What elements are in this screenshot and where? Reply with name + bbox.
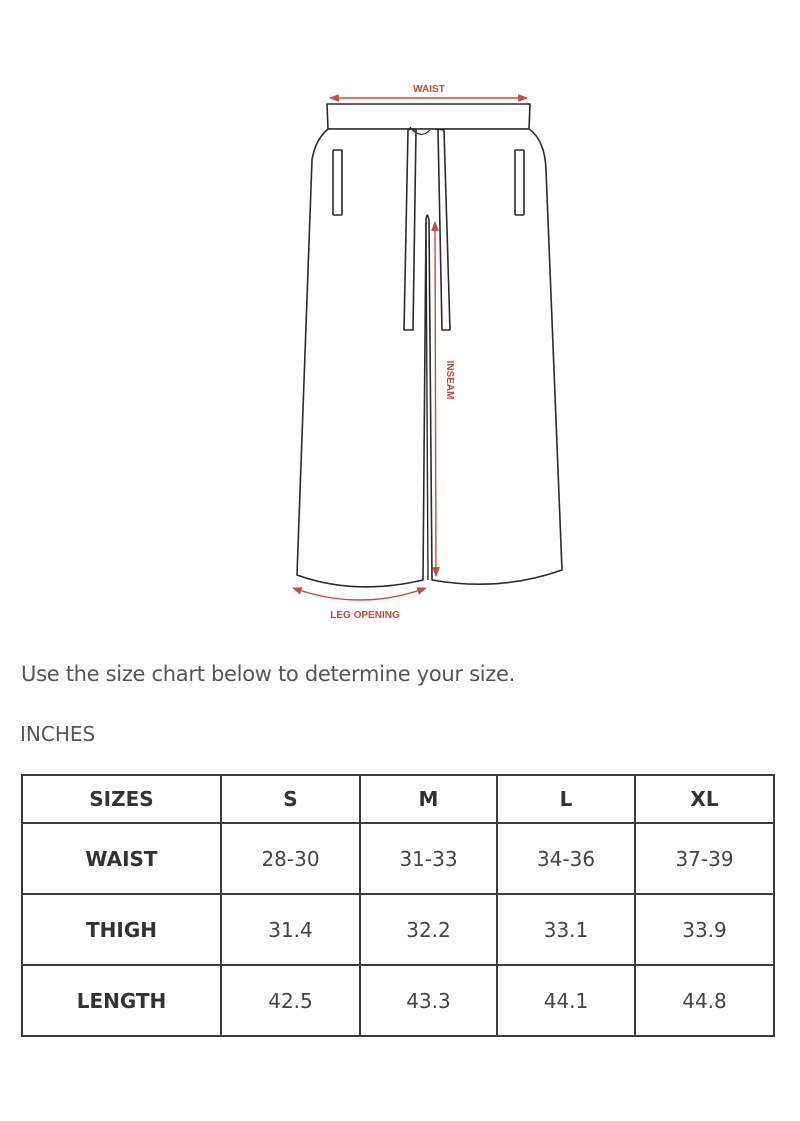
row-label-length: LENGTH [22, 965, 221, 1036]
inseam-label: INSEAM [444, 360, 455, 400]
leg-opening-measure [293, 588, 426, 621]
size-chart-table [21, 774, 775, 1037]
size-chart-intro: Use the size chart below to determine your size. [21, 662, 515, 686]
table-cell: 34-36 [497, 823, 635, 894]
table-cell: 32.2 [360, 894, 497, 965]
waistband [327, 104, 530, 129]
pants-outline [297, 104, 562, 587]
header-size-l: L [497, 775, 635, 823]
unit-label: INCHES [20, 722, 96, 746]
table-cell: 37-39 [635, 823, 774, 894]
row-label-waist: WAIST [22, 823, 221, 894]
table-cell: 33.1 [497, 894, 635, 965]
table-cell: 44.8 [635, 965, 774, 1036]
header-size-xl: XL [635, 775, 774, 823]
table-cell: 28-30 [221, 823, 360, 894]
table-row [22, 965, 774, 1036]
table-cell: 42.5 [221, 965, 360, 1036]
table-row [22, 894, 774, 965]
table-header-row [22, 775, 774, 823]
header-size-m: M [360, 775, 497, 823]
waist-label: WAIST [413, 84, 445, 95]
row-label-thigh: THIGH [22, 894, 221, 965]
waist-measure [330, 84, 527, 98]
header-sizes: SIZES [22, 775, 221, 823]
table-cell: 33.9 [635, 894, 774, 965]
table-cell: 43.3 [360, 965, 497, 1036]
left-pocket [333, 150, 342, 215]
right-pocket [515, 150, 524, 215]
table-cell: 44.1 [497, 965, 635, 1036]
table-row [22, 823, 774, 894]
table-cell: 31-33 [360, 823, 497, 894]
header-size-s: S [221, 775, 360, 823]
table-cell: 31.4 [221, 894, 360, 965]
leg-opening-label: LEG OPENING [330, 610, 400, 621]
